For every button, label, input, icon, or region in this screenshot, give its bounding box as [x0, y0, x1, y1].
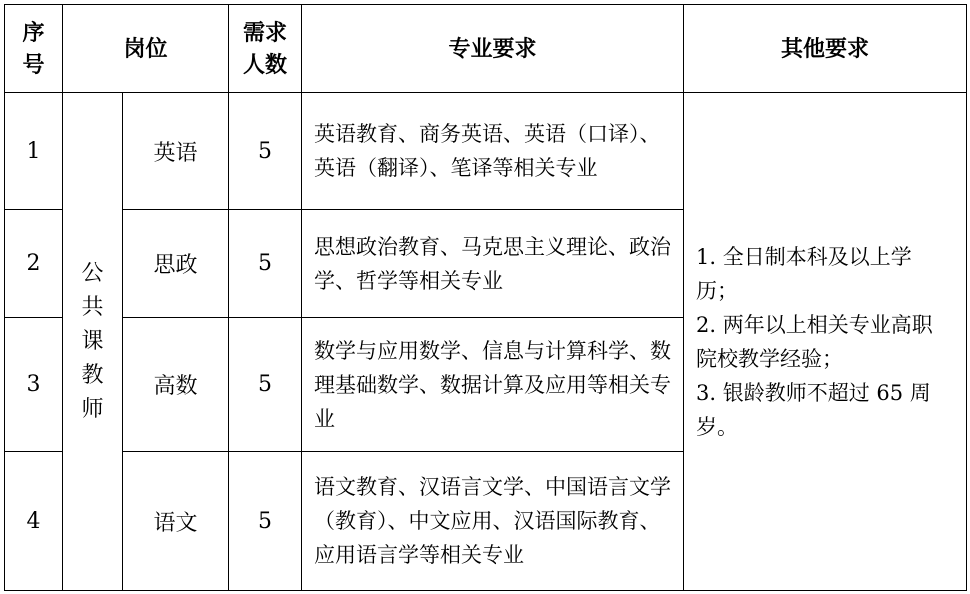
row-seq: 2: [5, 210, 63, 318]
table-row: [5, 93, 967, 210]
header-position: 岗位: [63, 5, 229, 93]
row-post: 语文: [123, 452, 229, 591]
row-post: 英语: [123, 93, 229, 210]
row-count: 5: [229, 318, 302, 452]
group-label-char: 教: [81, 362, 104, 388]
row-major: 英语教育、商务英语、英语（口译）、英语（翻译）、笔译等相关专业: [302, 93, 684, 210]
group-label-char: 师: [81, 396, 104, 422]
other-requirement-item: 3. 银龄教师不超过 65 周岁。: [696, 380, 931, 439]
row-post: 高数: [123, 318, 229, 452]
other-requirements: [684, 93, 967, 591]
group-label-char: 课: [81, 328, 104, 354]
other-requirement-item: 2. 两年以上相关专业高职院校教学经验；: [696, 312, 933, 371]
header-major-requirement: 专业要求: [302, 5, 684, 93]
header-seq: [5, 5, 63, 93]
recruitment-table: [4, 4, 967, 591]
group-label-char: 公: [81, 260, 104, 286]
header-demand-line-1: 需求: [243, 19, 288, 46]
header-seq-line-2: 号: [22, 51, 45, 78]
row-seq: 1: [5, 93, 63, 210]
header-seq-line-1: 序: [22, 19, 45, 46]
row-major: 语文教育、汉语言文学、中国语言文学（教育）、中文应用、汉语国际教育、应用语言学等相关专业: [302, 452, 684, 591]
group-label-char: 共: [81, 294, 104, 320]
row-post: 思政: [123, 210, 229, 318]
header-demand-line-2: 人数: [243, 51, 288, 78]
group-label: [63, 93, 123, 591]
header-other-requirement: 其他要求: [684, 5, 967, 93]
row-seq: 3: [5, 318, 63, 452]
row-count: 5: [229, 452, 302, 591]
header-row: [5, 5, 967, 93]
row-count: 5: [229, 210, 302, 318]
row-seq: 4: [5, 452, 63, 591]
row-major: 数学与应用数学、信息与计算科学、数理基础数学、数据计算及应用等相关专业: [302, 318, 684, 452]
other-requirement-item: 1. 全日制本科及以上学历；: [696, 244, 912, 303]
row-count: 5: [229, 93, 302, 210]
row-major: 思想政治教育、马克思主义理论、政治学、哲学等相关专业: [302, 210, 684, 318]
header-demand: [229, 5, 302, 93]
